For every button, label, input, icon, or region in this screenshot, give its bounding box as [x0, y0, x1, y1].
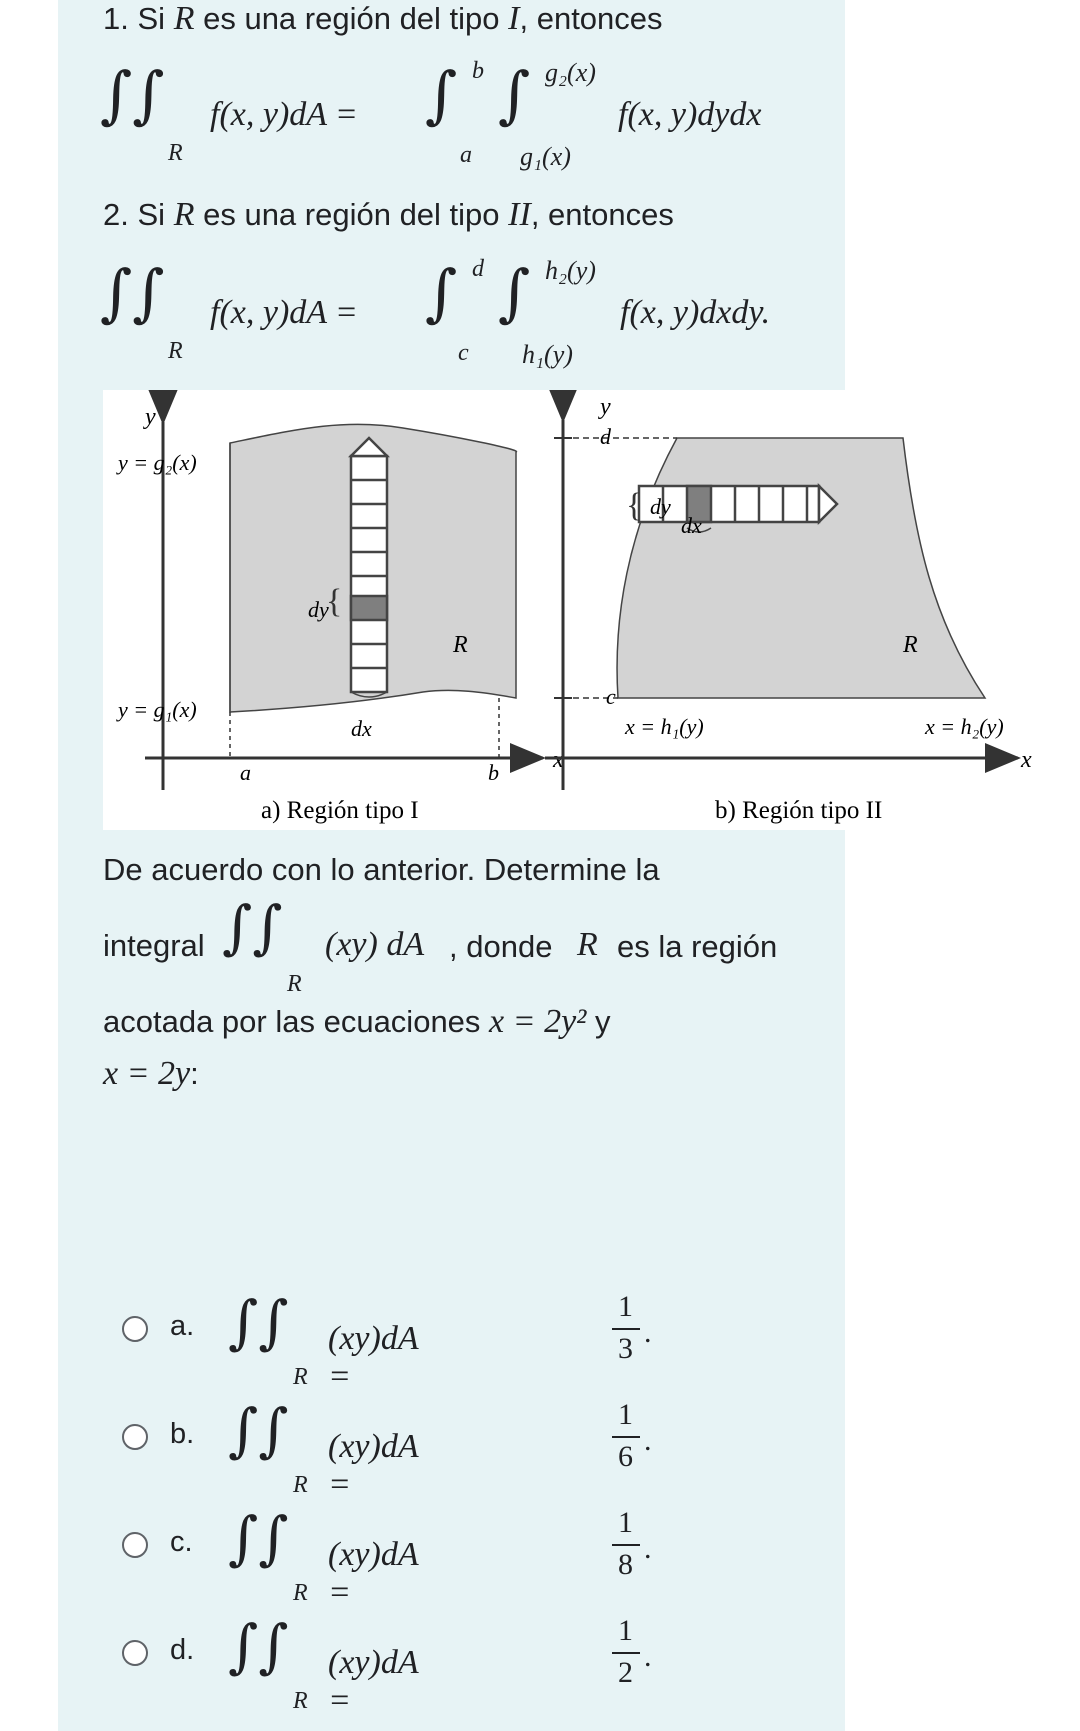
option-d-letter: d.: [170, 1634, 195, 1666]
label-dy-left: dy: [308, 597, 329, 622]
label-y-left: y: [145, 404, 156, 430]
label-c: c: [606, 684, 616, 709]
statement-1-text: 1. Si R es una región del tipo I, entonces: [103, 0, 663, 37]
option-a[interactable]: a. ∫∫ R (xy)dA = 1 3 .: [100, 1296, 800, 1396]
radio-c[interactable]: [122, 1532, 148, 1558]
label-R-right: R: [903, 632, 918, 658]
label-y-right: y: [600, 394, 611, 420]
question-line-1: De acuerdo con lo anterior. Determine la: [103, 852, 660, 887]
radio-b[interactable]: [122, 1424, 148, 1450]
svg-text:{: {: [626, 487, 643, 524]
question-line-4: x = 2y:: [103, 1055, 199, 1092]
region-diagrams: [103, 390, 1080, 830]
label-d: d: [600, 424, 611, 449]
label-a: a: [240, 760, 251, 785]
formula-type-1: ∫∫ R f(x, y)dA = ∫ b a ∫ g₂(x) g₁(x) f(x, y)dydx: [100, 58, 762, 171]
label-g1: y = g₁(x): [118, 697, 197, 722]
label-R-left: R: [453, 632, 468, 658]
label-x-left: x: [553, 747, 564, 773]
label-h2: x = h₂(y): [925, 714, 1004, 739]
option-d[interactable]: d. ∫∫ R (xy)dA = 1 2 .: [100, 1620, 800, 1720]
caption-type-1: a) Región tipo I: [261, 797, 419, 824]
option-c-letter: c.: [170, 1526, 193, 1558]
label-x-right: x: [1021, 747, 1032, 773]
vertical-strip: [351, 438, 387, 697]
question-integral: ∫∫ R (xy) dA , donde R es la región: [222, 893, 778, 997]
svg-text:{: {: [326, 583, 343, 620]
label-dx-left: dx: [351, 716, 372, 741]
label-dx-right: dx: [681, 513, 702, 538]
formula-type-2: ∫∫ R f(x, y)dA = ∫ d c ∫ h₂(y) h₁(y) f(x, y)dxdy.: [100, 256, 771, 369]
label-dy-right: dy: [650, 494, 671, 519]
statement-2-text: 2. Si R es una región del tipo II, entonces: [103, 196, 674, 233]
radio-d[interactable]: [122, 1640, 148, 1666]
radio-a[interactable]: [122, 1316, 148, 1342]
label-g2: y = g₂(x): [118, 450, 197, 475]
option-a-letter: a.: [170, 1310, 195, 1342]
region-figure: [103, 390, 1080, 830]
label-h1: x = h₁(y): [625, 714, 704, 739]
option-c[interactable]: c. ∫∫ R (xy)dA = 1 8 .: [100, 1512, 800, 1612]
caption-type-2: b) Región tipo II: [715, 797, 883, 824]
region-type-2-diagram: [545, 394, 1032, 824]
question-line-3: acotada por las ecuaciones x = 2y² y: [103, 1003, 611, 1040]
label-b: b: [488, 760, 499, 785]
question-line-2: integral: [103, 928, 205, 963]
region-type-1-diagram: [116, 404, 564, 824]
option-b-letter: b.: [170, 1418, 195, 1450]
option-b[interactable]: b. ∫∫ R (xy)dA = 1 6 .: [100, 1404, 800, 1504]
